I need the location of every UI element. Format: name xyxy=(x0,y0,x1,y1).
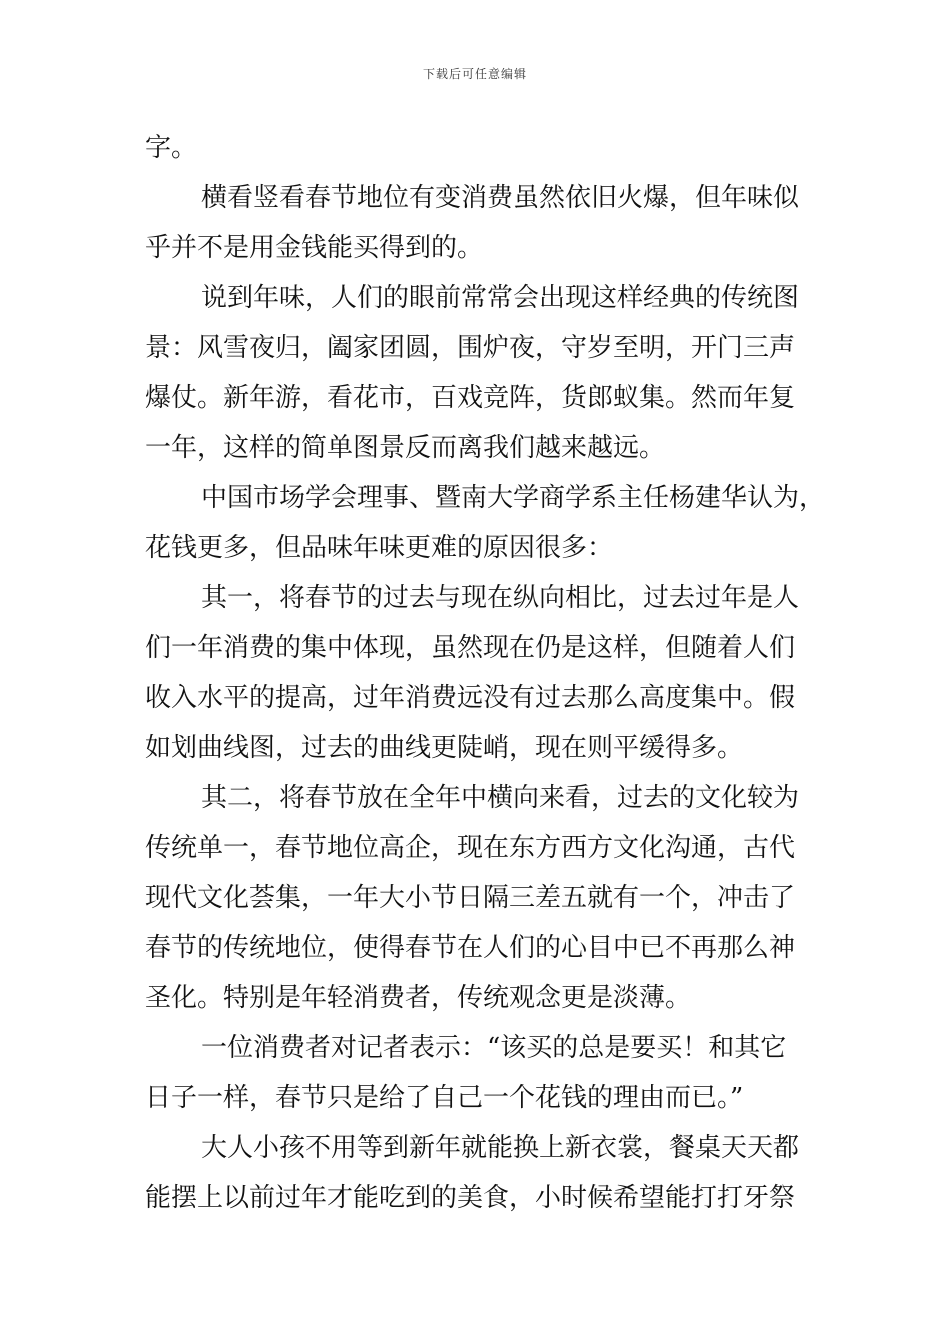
text-line: 说到年味，人们的眼前常常会出现这样经典的传统图 xyxy=(201,283,800,313)
text-line: 大人小孩不用等到新年就能换上新衣裳，餐桌天天都 xyxy=(201,1133,800,1163)
paragraph xyxy=(145,273,815,473)
paragraph xyxy=(145,1123,815,1223)
page-header: 下载后可任意编辑 xyxy=(422,67,527,81)
text-line: 能摆上以前过年才能吃到的美食，小时候希望能打打牙祭 xyxy=(145,1183,796,1213)
document-body xyxy=(145,123,826,1223)
paragraph xyxy=(145,573,815,773)
text-line: 一位消费者对记者表示：“该买的总是要买！和其它 xyxy=(201,1033,787,1063)
text-line: 收入水平的提高，过年消费远没有过去那么高度集中。假 xyxy=(145,683,796,713)
text-line: 其一，将春节的过去与现在纵向相比，过去过年是人 xyxy=(201,583,800,613)
text-line: 一年，这样的简单图景反而离我们越来越远。 xyxy=(145,433,666,463)
text-line: 横看竖看春节地位有变消费虽然依旧火爆，但年味似 xyxy=(201,183,800,213)
text-line: 现代文化荟集，一年大小节日隔三差五就有一个，冲击了 xyxy=(145,883,796,913)
text-line: 圣化。特别是年轻消费者，传统观念更是淡薄。 xyxy=(145,983,692,1013)
text-line: 景：风雪夜归，阖家团圆，围炉夜，守岁至明，开门三声 xyxy=(145,333,796,363)
text-line: 传统单一，春节地位高企，现在东方西方文化沟通，古代 xyxy=(145,833,796,863)
text-line: 字。 xyxy=(145,133,198,163)
text-line: 其二，将春节放在全年中横向来看，过去的文化较为 xyxy=(201,783,800,813)
text-line: 春节的传统地位，使得春节在人们的心目中已不再那么神 xyxy=(145,933,796,963)
text-line: 如划曲线图，过去的曲线更陡峭，现在则平缓得多。 xyxy=(145,733,744,763)
text-line: 花钱更多，但品味年味更难的原因很多： xyxy=(145,533,614,563)
paragraph xyxy=(145,1023,815,1123)
text-line: 乎并不是用金钱能买得到的。 xyxy=(145,233,484,263)
text-line: 们一年消费的集中体现，虽然现在仍是这样，但随着人们 xyxy=(145,633,796,663)
paragraph xyxy=(145,473,826,573)
text-line: 日子一样，春节只是给了自己一个花钱的理由而已。” xyxy=(145,1083,744,1113)
paragraph xyxy=(145,173,815,273)
paragraph xyxy=(145,123,815,173)
text-line: 中国市场学会理事、暨南大学商学系主任杨建华认为， xyxy=(201,483,826,513)
paragraph xyxy=(145,773,815,1023)
text-line: 爆仗。新年游，看花市，百戏竞阵，货郎蚁集。然而年复 xyxy=(145,383,796,413)
